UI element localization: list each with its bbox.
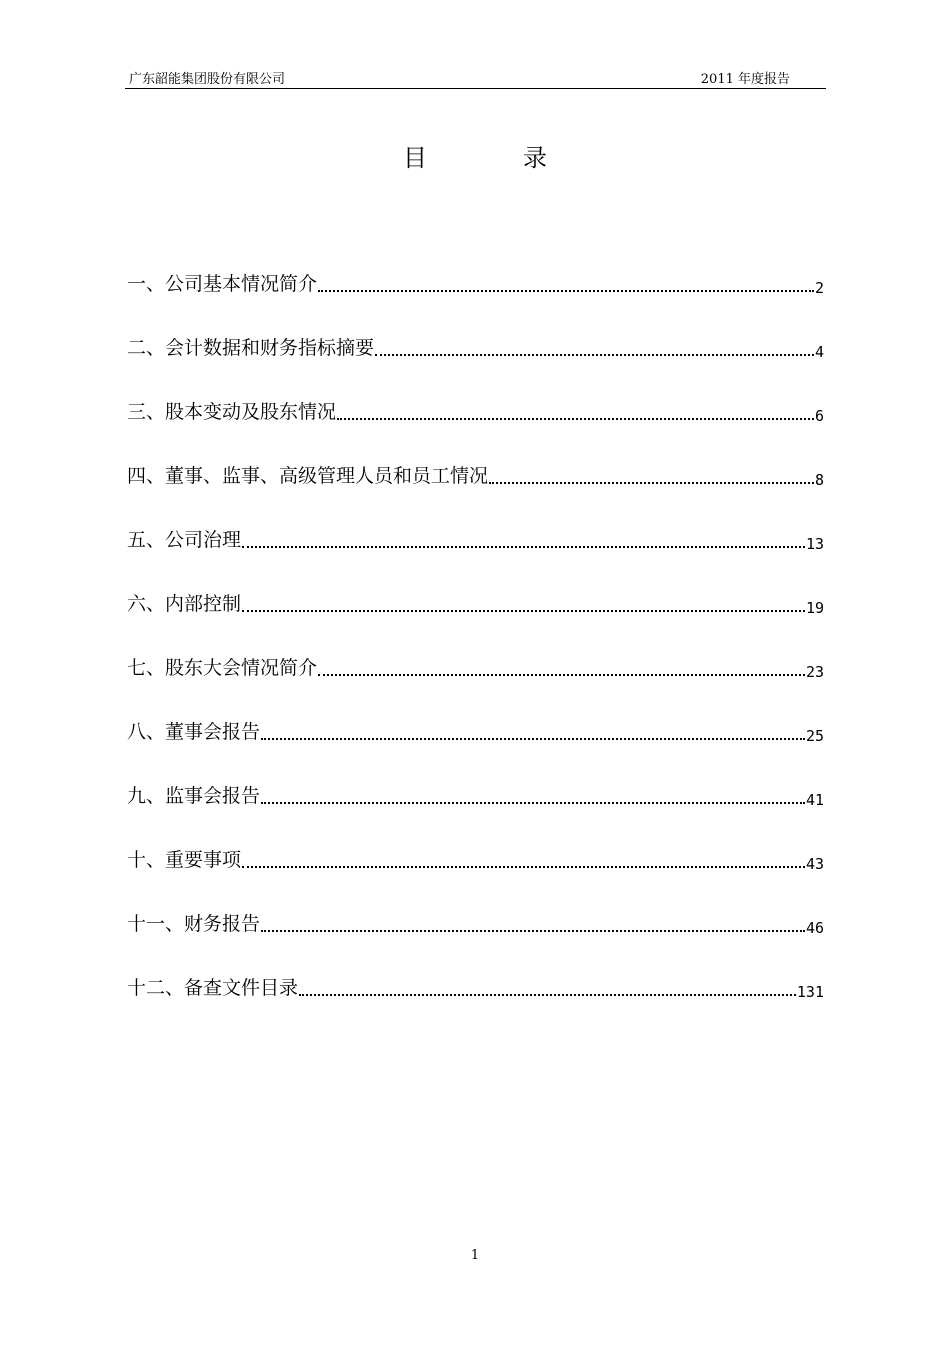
- toc-entry[interactable]: [127, 268, 824, 300]
- toc-title-char-1: 目: [403, 144, 427, 172]
- toc-entry[interactable]: [127, 460, 824, 492]
- toc-entry-label: 四、董事、监事、高级管理人员和员工情况: [127, 465, 489, 487]
- toc-entry[interactable]: [127, 972, 824, 1004]
- toc-entry[interactable]: [127, 588, 824, 620]
- toc-entry-label: 三、股本变动及股东情况: [127, 401, 337, 423]
- toc-entry-label: 十、重要事项: [127, 849, 242, 871]
- toc-leader-dots: [261, 738, 805, 740]
- toc-entry[interactable]: [127, 716, 824, 748]
- toc-entry-page: 13: [805, 535, 824, 553]
- toc-entry[interactable]: [127, 844, 824, 876]
- toc-leader-dots: [489, 482, 814, 484]
- toc-leader-dots: [318, 290, 814, 292]
- toc-leader-dots: [242, 546, 805, 548]
- toc-leader-dots: [375, 354, 814, 356]
- toc-entry-label: 六、内部控制: [127, 593, 242, 615]
- toc-entry-label: 一、公司基本情况简介: [127, 273, 318, 295]
- toc-leader-dots: [261, 802, 805, 804]
- toc-entry[interactable]: [127, 524, 824, 556]
- toc-entry-label: 十一、财务报告: [127, 913, 261, 935]
- toc-leader-dots: [318, 674, 805, 676]
- toc-entry-page: 25: [805, 727, 824, 745]
- toc-entry-label: 七、股东大会情况简介: [127, 657, 318, 679]
- toc-entry-page: 46: [805, 919, 824, 937]
- toc-entry-page: 6: [814, 407, 824, 425]
- toc-leader-dots: [261, 930, 805, 932]
- toc-entry-label: 九、监事会报告: [127, 785, 261, 807]
- header-report-title: 2011 年度报告: [700, 72, 790, 87]
- table-of-contents: [127, 268, 824, 1036]
- toc-entry-page: 19: [805, 599, 824, 617]
- toc-leader-dots: [337, 418, 814, 420]
- toc-title-char-2: 录: [523, 144, 547, 172]
- page-number: 1: [470, 1248, 480, 1263]
- toc-entry-page: 43: [805, 855, 824, 873]
- toc-entry-page: 131: [796, 983, 824, 1001]
- toc-entry[interactable]: [127, 396, 824, 428]
- toc-entry-label: 五、公司治理: [127, 529, 242, 551]
- toc-title: [0, 138, 950, 173]
- toc-leader-dots: [242, 610, 805, 612]
- toc-entry[interactable]: [127, 908, 824, 940]
- toc-entry-label: 十二、备查文件目录: [127, 977, 299, 999]
- toc-entry-page: 2: [814, 279, 824, 297]
- toc-leader-dots: [242, 866, 805, 868]
- toc-entry-page: 41: [805, 791, 824, 809]
- toc-entry-label: 八、董事会报告: [127, 721, 261, 743]
- toc-entry-label: 二、会计数据和财务指标摘要: [127, 337, 375, 359]
- toc-entry-page: 23: [805, 663, 824, 681]
- page-header: [125, 66, 826, 89]
- toc-entry-page: 4: [814, 343, 824, 361]
- toc-entry[interactable]: [127, 652, 824, 684]
- toc-leader-dots: [299, 994, 796, 996]
- toc-entry[interactable]: [127, 332, 824, 364]
- toc-entry-page: 8: [814, 471, 824, 489]
- header-company-name: 广东韶能集团股份有限公司: [129, 72, 286, 87]
- toc-entry[interactable]: [127, 780, 824, 812]
